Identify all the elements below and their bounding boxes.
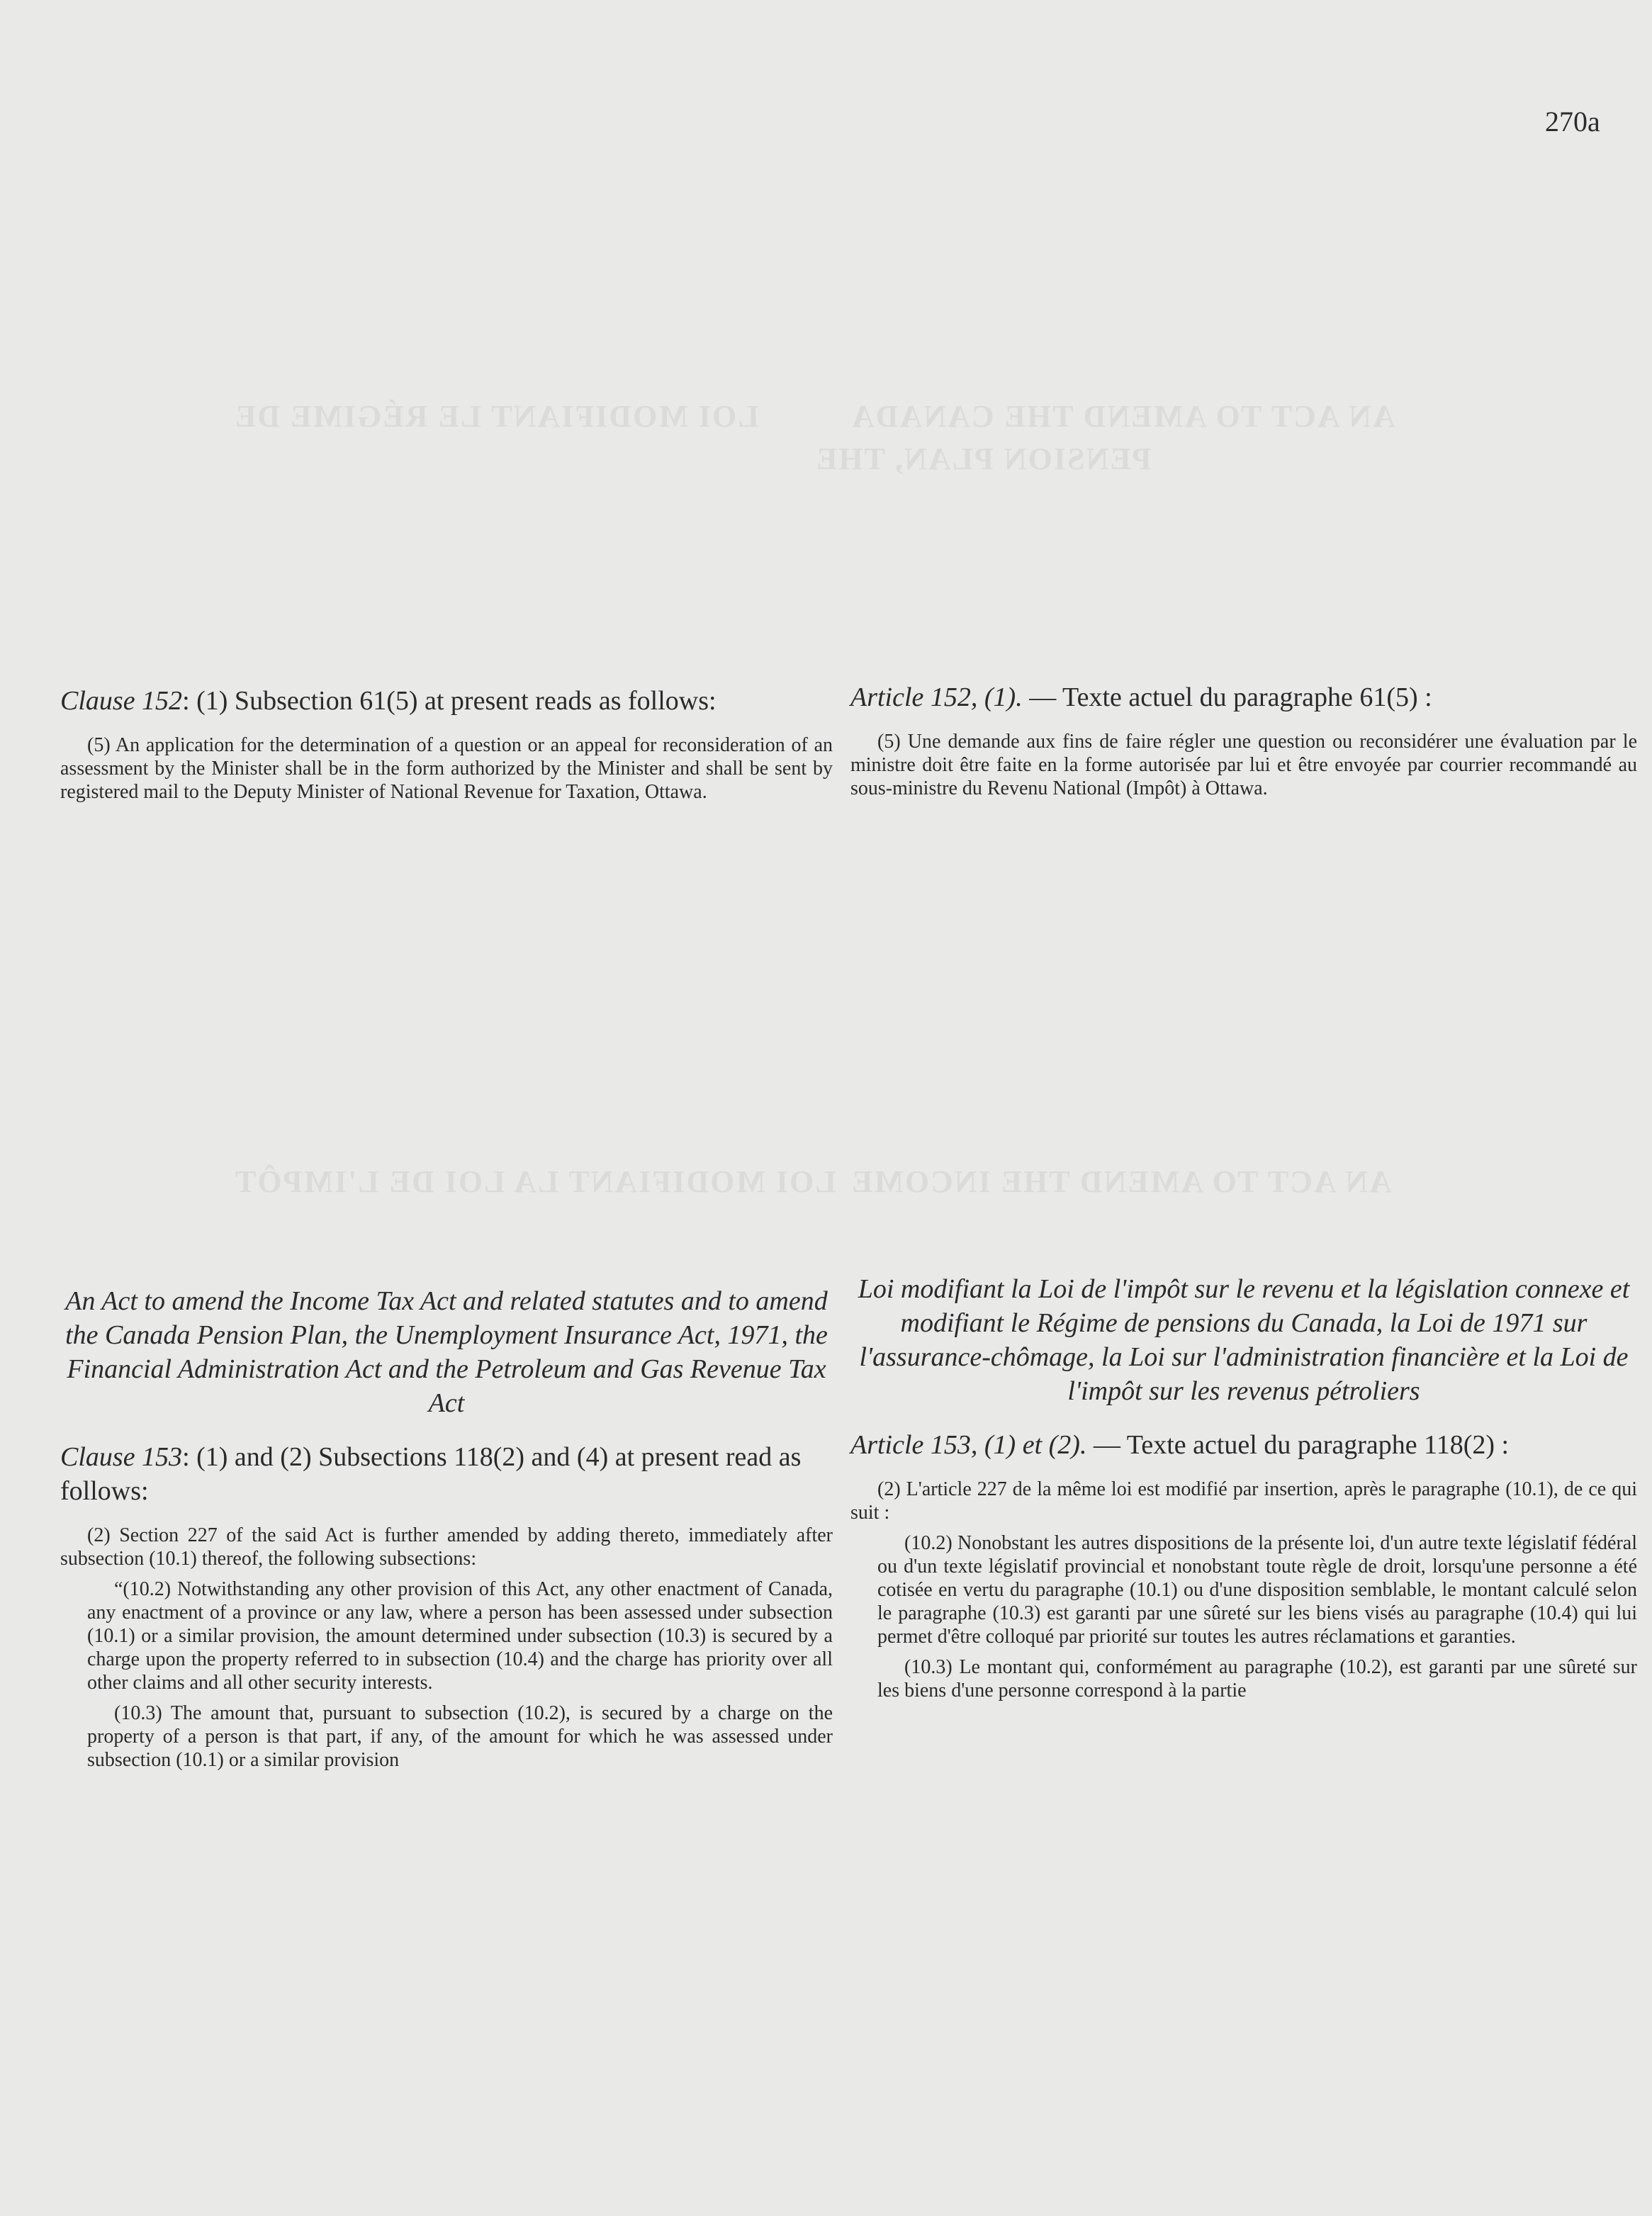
clause-153-english (60, 1284, 833, 1779)
page-number: 270a (1545, 106, 1600, 137)
clause-heading-text: : (1) Subsection 61(5) at present reads as follows: (182, 686, 717, 716)
clause-paragraph: (2) Section 227 of the said Act is further amended by adding thereto, immediately after subsection (10.1) thereof, the following subsections: (60, 1524, 833, 1570)
clause-heading-text: — Texte actuel du paragraphe 61(5) : (1022, 682, 1432, 712)
clause-heading (850, 1428, 1637, 1462)
clause-paragraph: (2) L'article 227 de la même loi est modifié par insertion, après le paragraphe (10.1), de ce qui suit : (850, 1478, 1637, 1524)
clause-paragraph: (10.3) The amount that, pursuant to subsection (10.2), is secured by a charge on the property of a person is that part, if any, of the amount for which he was assessed under subsection (10.1) or a similar provision (87, 1702, 833, 1771)
clause-153-french (850, 1272, 1637, 1709)
clause-label: Article 153, (1) et (2). (850, 1430, 1087, 1460)
act-title: An Act to amend the Income Tax Act and related statutes and to amend the Canada Pension Plan, the Unemployment Insurance Act, 1971, the Financial Administration Act and the Petroleum and Gas Revenue Tax Act (65, 1286, 828, 1418)
clause-152-french (850, 680, 1637, 807)
clause-heading (850, 680, 1637, 714)
show-through-text: LOI MODIFIANT LE RÉGIME DE (234, 399, 759, 434)
clause-paragraph: (10.2) Nonobstant les autres dispositions de la présente loi, d'un autre texte législatif fédéral ou d'un texte législatif provincial et nonobstant toute règle de droit, lorsqu'une personne a été cotisée en vertu du paragraphe (10.1) ou d'une disposition semblable, le montant calculé selon le paragraphe (10.3) est garanti par une sûreté sur les biens visés au paragraphe (10.4) qui lui permet d'être colloqué par priorité sur toutes les autres réclamations et garanties. (877, 1532, 1637, 1648)
clause-label: Clause 152 (60, 686, 183, 716)
clause-heading-text: — Texte actuel du paragraphe 118(2) : (1086, 1430, 1510, 1460)
clause-heading (60, 684, 833, 718)
show-through-text: LOI MODIFIANT LA LOI DE L'IMPÔT (234, 1164, 836, 1199)
clause-heading-text: : (1) and (2) Subsections 118(2) and (4) at present read as follows: (60, 1442, 802, 1506)
clause-paragraph: (5) An application for the determination of a question or an appeal for reconsideration of an assessment by the Minister shall be in the form authorized by the Minister and shall be sent by registered mail to the Deputy Minister of National Revenue for Taxation, Ottawa. (60, 734, 833, 803)
clause-paragraph: “(10.2) Notwithstanding any other provision of this Act, any other enactment of Canada, any enactment of a province or any law, where a person has been assessed under subsection (10.1) or a similar provision, the amount determined under subsection (10.3) is secured by a charge upon the property referred to in subsection (10.4) and the charge has priority over all other claims and all other security interests. (87, 1578, 833, 1694)
show-through-text: AN ACT TO AMEND THE INCOME (850, 1164, 1392, 1199)
show-through-text: PENSION PLAN, THE (815, 441, 1152, 476)
clause-label: Article 152, (1). (850, 682, 1023, 712)
clause-paragraph: (10.3) Le montant qui, conformément au paragraphe (10.2), est garanti par une sûreté sur les biens d'une personne correspond à la partie (877, 1656, 1637, 1702)
clause-paragraph: (5) Une demande aux fins de faire régler une question ou reconsidérer une évaluation par le ministre doit être faite en la forme autorisée par lui et être envoyée par courrier recommandé au sous-ministre du Revenu National (Impôt) à Ottawa. (850, 731, 1637, 799)
clause-label: Clause 153 (60, 1442, 183, 1472)
clause-heading (60, 1440, 833, 1508)
act-title: Loi modifiant la Loi de l'impôt sur le revenu et la législation connexe et modifiant le Régime de pensions du Canada, la Loi de 1971 sur l'assurance-chômage, la Loi sur l'administration financière et la Loi de l'impôt sur les revenus pétroliers (858, 1274, 1630, 1406)
show-through-text: AN ACT TO AMEND THE CANADA (850, 399, 1395, 434)
clause-152-english (60, 684, 833, 811)
